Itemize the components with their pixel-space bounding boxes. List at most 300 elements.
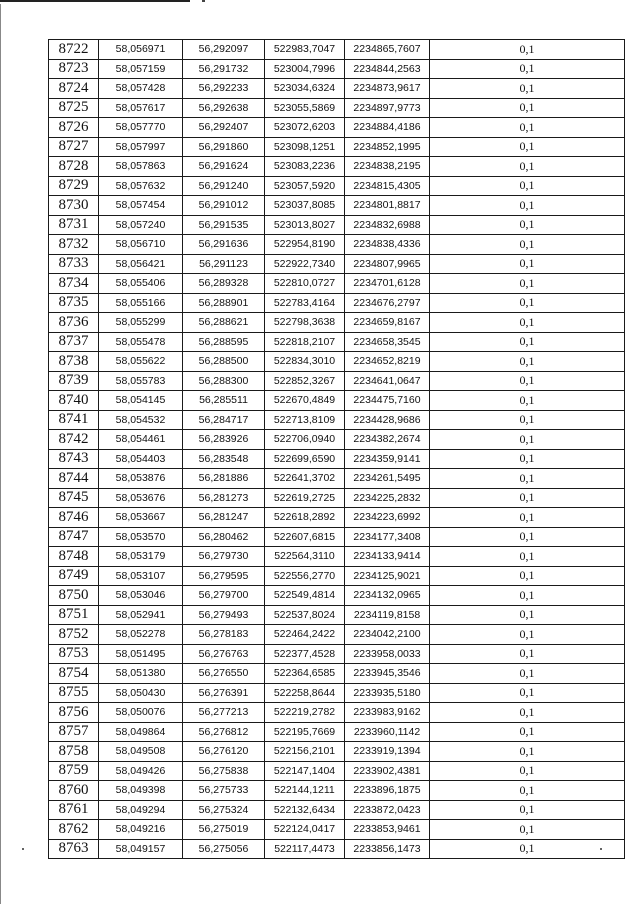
y-coordinate-cell: 2234225,2832 (345, 488, 430, 508)
table-row (49, 176, 625, 196)
point-number-cell: 8745 (49, 488, 99, 508)
point-number-cell: 8736 (49, 313, 99, 333)
tolerance-cell: 0,1 (430, 215, 625, 235)
point-number-cell: 8739 (49, 371, 99, 391)
longitude-cell: 56,281247 (183, 508, 265, 528)
latitude-cell: 58,055478 (99, 332, 183, 352)
table-row (49, 488, 625, 508)
table-row (49, 332, 625, 352)
tolerance-cell: 0,1 (430, 274, 625, 294)
y-coordinate-cell: 2234844,2563 (345, 59, 430, 79)
longitude-cell: 56,283926 (183, 430, 265, 450)
y-coordinate-cell: 2233853,9461 (345, 820, 430, 840)
longitude-cell: 56,278183 (183, 625, 265, 645)
x-coordinate-cell: 522464,2422 (265, 625, 345, 645)
point-number-cell: 8750 (49, 586, 99, 606)
tolerance-cell: 0,1 (430, 488, 625, 508)
latitude-cell: 58,057240 (99, 215, 183, 235)
left-margin-line (0, 4, 1, 904)
longitude-cell: 56,292097 (183, 40, 265, 60)
top-mark (202, 0, 205, 2)
table-row (49, 59, 625, 79)
point-number-cell: 8747 (49, 527, 99, 547)
y-coordinate-cell: 2234475,7160 (345, 391, 430, 411)
latitude-cell: 58,054145 (99, 391, 183, 411)
point-number-cell: 8759 (49, 761, 99, 781)
longitude-cell: 56,276763 (183, 644, 265, 664)
table-row (49, 254, 625, 274)
tolerance-cell: 0,1 (430, 761, 625, 781)
latitude-cell: 58,049216 (99, 820, 183, 840)
longitude-cell: 56,291240 (183, 176, 265, 196)
coordinates-table (48, 39, 625, 859)
y-coordinate-cell: 2233896,1875 (345, 781, 430, 801)
latitude-cell: 58,049294 (99, 800, 183, 820)
x-coordinate-cell: 522156,2101 (265, 742, 345, 762)
longitude-cell: 56,281886 (183, 469, 265, 489)
point-number-cell: 8741 (49, 410, 99, 430)
tolerance-cell: 0,1 (430, 449, 625, 469)
latitude-cell: 58,057428 (99, 79, 183, 99)
table-row (49, 430, 625, 450)
table-row (49, 293, 625, 313)
longitude-cell: 56,275019 (183, 820, 265, 840)
table-row (49, 547, 625, 567)
longitude-cell: 56,277213 (183, 703, 265, 723)
table-row (49, 371, 625, 391)
longitude-cell: 56,288901 (183, 293, 265, 313)
x-coordinate-cell: 522124,0417 (265, 820, 345, 840)
latitude-cell: 58,055406 (99, 274, 183, 294)
table-row (49, 761, 625, 781)
point-number-cell: 8735 (49, 293, 99, 313)
y-coordinate-cell: 2234832,6988 (345, 215, 430, 235)
table-row (49, 137, 625, 157)
y-coordinate-cell: 2233983,9162 (345, 703, 430, 723)
y-coordinate-cell: 2234658,3545 (345, 332, 430, 352)
table-row (49, 469, 625, 489)
tolerance-cell: 0,1 (430, 137, 625, 157)
latitude-cell: 58,057997 (99, 137, 183, 157)
point-number-cell: 8727 (49, 137, 99, 157)
latitude-cell: 58,057770 (99, 118, 183, 138)
point-number-cell: 8744 (49, 469, 99, 489)
latitude-cell: 58,053876 (99, 469, 183, 489)
x-coordinate-cell: 522556,2770 (265, 566, 345, 586)
latitude-cell: 58,049398 (99, 781, 183, 801)
point-number-cell: 8732 (49, 235, 99, 255)
point-number-cell: 8758 (49, 742, 99, 762)
y-coordinate-cell: 2234119,8158 (345, 605, 430, 625)
tolerance-cell: 0,1 (430, 508, 625, 528)
table-row (49, 742, 625, 762)
longitude-cell: 56,276550 (183, 664, 265, 684)
latitude-cell: 58,057632 (99, 176, 183, 196)
x-coordinate-cell: 522195,7669 (265, 722, 345, 742)
table-row (49, 703, 625, 723)
x-coordinate-cell: 523057,5920 (265, 176, 345, 196)
tolerance-cell: 0,1 (430, 176, 625, 196)
longitude-cell: 56,291123 (183, 254, 265, 274)
tolerance-cell: 0,1 (430, 800, 625, 820)
longitude-cell: 56,288595 (183, 332, 265, 352)
point-number-cell: 8757 (49, 722, 99, 742)
x-coordinate-cell: 522670,4849 (265, 391, 345, 411)
tolerance-cell: 0,1 (430, 722, 625, 742)
point-number-cell: 8753 (49, 644, 99, 664)
latitude-cell: 58,055622 (99, 352, 183, 372)
x-coordinate-cell: 522641,3702 (265, 469, 345, 489)
longitude-cell: 56,284717 (183, 410, 265, 430)
y-coordinate-cell: 2233960,1142 (345, 722, 430, 742)
x-coordinate-cell: 522117,4473 (265, 839, 345, 859)
latitude-cell: 58,051380 (99, 664, 183, 684)
longitude-cell: 56,276812 (183, 722, 265, 742)
y-coordinate-cell: 2234897,9773 (345, 98, 430, 118)
latitude-cell: 58,049426 (99, 761, 183, 781)
x-coordinate-cell: 523004,7996 (265, 59, 345, 79)
x-coordinate-cell: 523037,8085 (265, 196, 345, 216)
longitude-cell: 56,275838 (183, 761, 265, 781)
x-coordinate-cell: 522798,3638 (265, 313, 345, 333)
longitude-cell: 56,275733 (183, 781, 265, 801)
tolerance-cell: 0,1 (430, 254, 625, 274)
latitude-cell: 58,053046 (99, 586, 183, 606)
tolerance-cell: 0,1 (430, 157, 625, 177)
point-number-cell: 8729 (49, 176, 99, 196)
latitude-cell: 58,056710 (99, 235, 183, 255)
latitude-cell: 58,050430 (99, 683, 183, 703)
x-coordinate-cell: 522852,3267 (265, 371, 345, 391)
x-coordinate-cell: 523013,8027 (265, 215, 345, 235)
table-row (49, 625, 625, 645)
longitude-cell: 56,279700 (183, 586, 265, 606)
x-coordinate-cell: 522713,8109 (265, 410, 345, 430)
tolerance-cell: 0,1 (430, 332, 625, 352)
x-coordinate-cell: 522537,8024 (265, 605, 345, 625)
x-coordinate-cell: 522706,0940 (265, 430, 345, 450)
top-rule (0, 0, 190, 2)
tolerance-cell: 0,1 (430, 391, 625, 411)
longitude-cell: 56,291636 (183, 235, 265, 255)
x-coordinate-cell: 523055,5869 (265, 98, 345, 118)
longitude-cell: 56,279493 (183, 605, 265, 625)
point-number-cell: 8755 (49, 683, 99, 703)
tolerance-cell: 0,1 (430, 118, 625, 138)
latitude-cell: 58,050076 (99, 703, 183, 723)
longitude-cell: 56,291012 (183, 196, 265, 216)
scan-speck (22, 848, 24, 850)
x-coordinate-cell: 522699,6590 (265, 449, 345, 469)
latitude-cell: 58,049157 (99, 839, 183, 859)
latitude-cell: 58,049508 (99, 742, 183, 762)
y-coordinate-cell: 2233935,5180 (345, 683, 430, 703)
longitude-cell: 56,275056 (183, 839, 265, 859)
tolerance-cell: 0,1 (430, 196, 625, 216)
latitude-cell: 58,055299 (99, 313, 183, 333)
y-coordinate-cell: 2233872,0423 (345, 800, 430, 820)
table-row (49, 410, 625, 430)
longitude-cell: 56,281273 (183, 488, 265, 508)
y-coordinate-cell: 2234884,4186 (345, 118, 430, 138)
latitude-cell: 58,049864 (99, 722, 183, 742)
tolerance-cell: 0,1 (430, 235, 625, 255)
point-number-cell: 8725 (49, 98, 99, 118)
longitude-cell: 56,285511 (183, 391, 265, 411)
longitude-cell: 56,291624 (183, 157, 265, 177)
longitude-cell: 56,276391 (183, 683, 265, 703)
table-row (49, 605, 625, 625)
point-number-cell: 8723 (49, 59, 99, 79)
latitude-cell: 58,055783 (99, 371, 183, 391)
coordinates-table-body (49, 40, 625, 859)
y-coordinate-cell: 2234838,2195 (345, 157, 430, 177)
tolerance-cell: 0,1 (430, 527, 625, 547)
y-coordinate-cell: 2234125,9021 (345, 566, 430, 586)
x-coordinate-cell: 522818,2107 (265, 332, 345, 352)
y-coordinate-cell: 2234359,9141 (345, 449, 430, 469)
tolerance-cell: 0,1 (430, 742, 625, 762)
x-coordinate-cell: 522219,2782 (265, 703, 345, 723)
tolerance-cell: 0,1 (430, 566, 625, 586)
y-coordinate-cell: 2234807,9965 (345, 254, 430, 274)
x-coordinate-cell: 522983,7047 (265, 40, 345, 60)
y-coordinate-cell: 2234382,2674 (345, 430, 430, 450)
longitude-cell: 56,289328 (183, 274, 265, 294)
x-coordinate-cell: 523034,6324 (265, 79, 345, 99)
tolerance-cell: 0,1 (430, 430, 625, 450)
table-row (49, 820, 625, 840)
table-row (49, 839, 625, 859)
x-coordinate-cell: 522132,6434 (265, 800, 345, 820)
x-coordinate-cell: 522922,7340 (265, 254, 345, 274)
latitude-cell: 58,056971 (99, 40, 183, 60)
y-coordinate-cell: 2234659,8167 (345, 313, 430, 333)
latitude-cell: 58,053107 (99, 566, 183, 586)
tolerance-cell: 0,1 (430, 703, 625, 723)
table-row (49, 40, 625, 60)
point-number-cell: 8754 (49, 664, 99, 684)
x-coordinate-cell: 522954,8190 (265, 235, 345, 255)
x-coordinate-cell: 522564,3110 (265, 547, 345, 567)
y-coordinate-cell: 2233919,1394 (345, 742, 430, 762)
latitude-cell: 58,057617 (99, 98, 183, 118)
point-number-cell: 8734 (49, 274, 99, 294)
tolerance-cell: 0,1 (430, 293, 625, 313)
x-coordinate-cell: 522144,1211 (265, 781, 345, 801)
table-row (49, 196, 625, 216)
y-coordinate-cell: 2234133,9414 (345, 547, 430, 567)
longitude-cell: 56,280462 (183, 527, 265, 547)
longitude-cell: 56,291860 (183, 137, 265, 157)
tolerance-cell: 0,1 (430, 40, 625, 60)
y-coordinate-cell: 2234852,1995 (345, 137, 430, 157)
longitude-cell: 56,279595 (183, 566, 265, 586)
point-number-cell: 8742 (49, 430, 99, 450)
tolerance-cell: 0,1 (430, 644, 625, 664)
y-coordinate-cell: 2233902,4381 (345, 761, 430, 781)
y-coordinate-cell: 2234676,2797 (345, 293, 430, 313)
tolerance-cell: 0,1 (430, 59, 625, 79)
table-row (49, 79, 625, 99)
table-row (49, 118, 625, 138)
y-coordinate-cell: 2233856,1473 (345, 839, 430, 859)
point-number-cell: 8730 (49, 196, 99, 216)
table-row (49, 508, 625, 528)
y-coordinate-cell: 2234428,9686 (345, 410, 430, 430)
point-number-cell: 8726 (49, 118, 99, 138)
longitude-cell: 56,275324 (183, 800, 265, 820)
y-coordinate-cell: 2234865,7607 (345, 40, 430, 60)
latitude-cell: 58,057159 (99, 59, 183, 79)
tolerance-cell: 0,1 (430, 820, 625, 840)
x-coordinate-cell: 523072,6203 (265, 118, 345, 138)
latitude-cell: 58,054532 (99, 410, 183, 430)
x-coordinate-cell: 523083,2236 (265, 157, 345, 177)
x-coordinate-cell: 522364,6585 (265, 664, 345, 684)
longitude-cell: 56,292638 (183, 98, 265, 118)
point-number-cell: 8762 (49, 820, 99, 840)
tolerance-cell: 0,1 (430, 469, 625, 489)
point-number-cell: 8731 (49, 215, 99, 235)
latitude-cell: 58,056421 (99, 254, 183, 274)
x-coordinate-cell: 522834,3010 (265, 352, 345, 372)
point-number-cell: 8760 (49, 781, 99, 801)
point-number-cell: 8752 (49, 625, 99, 645)
latitude-cell: 58,053667 (99, 508, 183, 528)
tolerance-cell: 0,1 (430, 605, 625, 625)
table-row (49, 781, 625, 801)
longitude-cell: 56,288300 (183, 371, 265, 391)
point-number-cell: 8738 (49, 352, 99, 372)
y-coordinate-cell: 2234641,0647 (345, 371, 430, 391)
table-row (49, 352, 625, 372)
y-coordinate-cell: 2234223,6992 (345, 508, 430, 528)
y-coordinate-cell: 2234132,0965 (345, 586, 430, 606)
y-coordinate-cell: 2234801,8817 (345, 196, 430, 216)
tolerance-cell: 0,1 (430, 352, 625, 372)
y-coordinate-cell: 2234838,4336 (345, 235, 430, 255)
longitude-cell: 56,288621 (183, 313, 265, 333)
y-coordinate-cell: 2234261,5495 (345, 469, 430, 489)
tolerance-cell: 0,1 (430, 839, 625, 859)
x-coordinate-cell: 522618,2892 (265, 508, 345, 528)
longitude-cell: 56,279730 (183, 547, 265, 567)
latitude-cell: 58,057863 (99, 157, 183, 177)
tolerance-cell: 0,1 (430, 664, 625, 684)
table-row (49, 722, 625, 742)
y-coordinate-cell: 2234701,6128 (345, 274, 430, 294)
point-number-cell: 8722 (49, 40, 99, 60)
y-coordinate-cell: 2234652,8219 (345, 352, 430, 372)
point-number-cell: 8724 (49, 79, 99, 99)
latitude-cell: 58,052941 (99, 605, 183, 625)
latitude-cell: 58,054403 (99, 449, 183, 469)
x-coordinate-cell: 522147,1404 (265, 761, 345, 781)
x-coordinate-cell: 522549,4814 (265, 586, 345, 606)
x-coordinate-cell: 522377,4528 (265, 644, 345, 664)
point-number-cell: 8728 (49, 157, 99, 177)
longitude-cell: 56,283548 (183, 449, 265, 469)
table-row (49, 215, 625, 235)
y-coordinate-cell: 2234815,4305 (345, 176, 430, 196)
latitude-cell: 58,052278 (99, 625, 183, 645)
point-number-cell: 8737 (49, 332, 99, 352)
y-coordinate-cell: 2233945,3546 (345, 664, 430, 684)
y-coordinate-cell: 2234873,9617 (345, 79, 430, 99)
latitude-cell: 58,057454 (99, 196, 183, 216)
point-number-cell: 8761 (49, 800, 99, 820)
y-coordinate-cell: 2234177,3408 (345, 527, 430, 547)
table-row (49, 664, 625, 684)
table-row (49, 527, 625, 547)
table-row (49, 644, 625, 664)
table-row (49, 391, 625, 411)
tolerance-cell: 0,1 (430, 79, 625, 99)
table-row (49, 683, 625, 703)
longitude-cell: 56,288500 (183, 352, 265, 372)
table-row (49, 566, 625, 586)
point-number-cell: 8743 (49, 449, 99, 469)
tolerance-cell: 0,1 (430, 313, 625, 333)
latitude-cell: 58,055166 (99, 293, 183, 313)
point-number-cell: 8751 (49, 605, 99, 625)
x-coordinate-cell: 522258,8644 (265, 683, 345, 703)
table-row (49, 235, 625, 255)
tolerance-cell: 0,1 (430, 98, 625, 118)
point-number-cell: 8749 (49, 566, 99, 586)
latitude-cell: 58,053179 (99, 547, 183, 567)
table-row (49, 274, 625, 294)
tolerance-cell: 0,1 (430, 781, 625, 801)
table-row (49, 449, 625, 469)
table-row (49, 98, 625, 118)
x-coordinate-cell: 522783,4164 (265, 293, 345, 313)
latitude-cell: 58,051495 (99, 644, 183, 664)
x-coordinate-cell: 522619,2725 (265, 488, 345, 508)
table-row (49, 586, 625, 606)
table-row (49, 800, 625, 820)
longitude-cell: 56,276120 (183, 742, 265, 762)
tolerance-cell: 0,1 (430, 547, 625, 567)
tolerance-cell: 0,1 (430, 410, 625, 430)
y-coordinate-cell: 2233958,0033 (345, 644, 430, 664)
x-coordinate-cell: 522810,0727 (265, 274, 345, 294)
longitude-cell: 56,292407 (183, 118, 265, 138)
point-number-cell: 8748 (49, 547, 99, 567)
x-coordinate-cell: 523098,1251 (265, 137, 345, 157)
point-number-cell: 8740 (49, 391, 99, 411)
longitude-cell: 56,291732 (183, 59, 265, 79)
point-number-cell: 8756 (49, 703, 99, 723)
table-row (49, 157, 625, 177)
tolerance-cell: 0,1 (430, 683, 625, 703)
latitude-cell: 58,053676 (99, 488, 183, 508)
point-number-cell: 8763 (49, 839, 99, 859)
longitude-cell: 56,292233 (183, 79, 265, 99)
point-number-cell: 8746 (49, 508, 99, 528)
table-row (49, 313, 625, 333)
longitude-cell: 56,291535 (183, 215, 265, 235)
latitude-cell: 58,054461 (99, 430, 183, 450)
y-coordinate-cell: 2234042,2100 (345, 625, 430, 645)
x-coordinate-cell: 522607,6815 (265, 527, 345, 547)
tolerance-cell: 0,1 (430, 371, 625, 391)
tolerance-cell: 0,1 (430, 625, 625, 645)
point-number-cell: 8733 (49, 254, 99, 274)
latitude-cell: 58,053570 (99, 527, 183, 547)
tolerance-cell: 0,1 (430, 586, 625, 606)
